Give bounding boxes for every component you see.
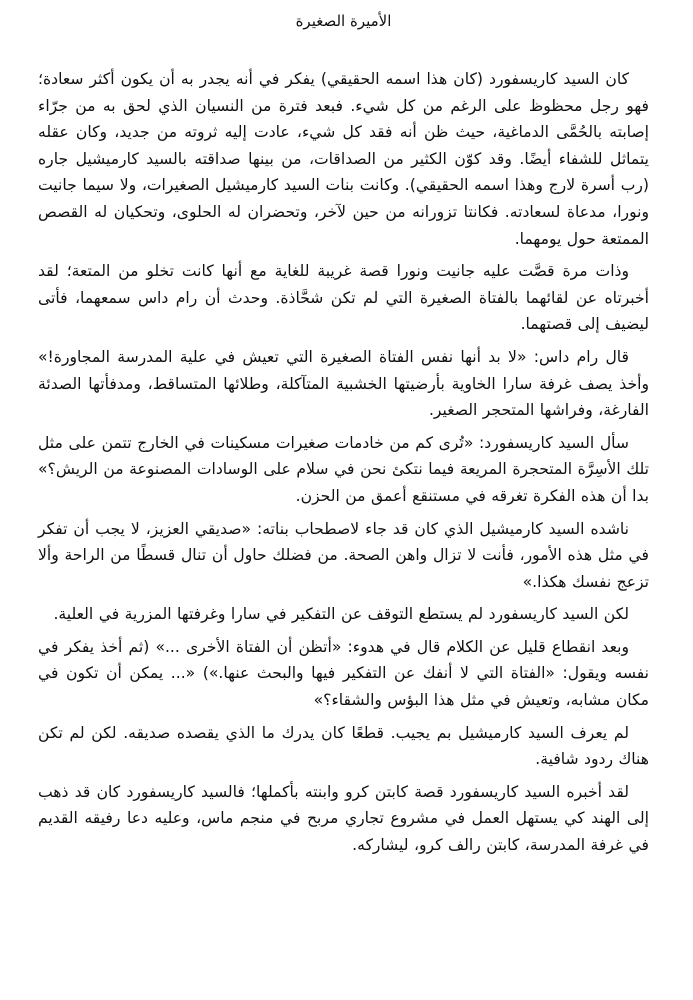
paragraph-1: كان السيد كاريسفورد (كان هذا اسمه الحقيقي) يفكر في أنه يجدر به أن يكون أكثر سعادة؛ فهو رجل محظوظ على الرغم من كل شيء. فبعد فترة من النسيان الذي لحق به من جرّاء إصابته بالحُمَّى الدماغية، حيث ظن أنه فقد كل شيء، عادت إليه ثروته من جديد، وكان عقله يتماثل للشفاء أيضًا. وقد كوّن الكثير من الصداقات، من بينها صداقته بالسيد كارميشيل جاره (رب أسرة لارج وهذا اسمه الحقيقي). وكانت بنات السيد كارميشيل الصغيرات، ولا سيما جانيت ونورا، مدعاة لسعادته. فكانتا تزورانه من حين لآخر، وتحضران له الحلوى، وتحكيان له القصص الممتعة حول يومهما. <box>38 70 649 248</box>
paragraph-2: وذات مرة قصَّت عليه جانيت ونورا قصة غريبة للغاية مع أنها كانت تخلو من المتعة؛ لقد أخبرتاه عن لقائهما بالفتاة الصغيرة التي لم تكن شحَّاذة. وحدث أن رام داس سمعهما، فأتى ليضيف إلى قصتهما. <box>38 262 649 334</box>
paragraph-8: لم يعرف السيد كارميشيل بم يجيب. قطعًا كان يدرك ما الذي يقصده صديقه. لكن لم تكن هناك ردود شافية. <box>38 723 649 769</box>
paragraph-7: وبعد انقطاع قليل عن الكلام قال في هدوء: «أتظن أن الفتاة الأخرى ...» (ثم أخذ يفكر في نفسه ويقول: «الفتاة التي لا أنفك عن التفكير فيها والبحث عنها.») «... يمكن أن تكون في مكان مشابه، وتعيش في مثل هذا البؤس والشقاء؟» <box>38 637 649 710</box>
running-title: الأميرة الصغيرة <box>295 12 392 30</box>
paragraph-3: قال رام داس: «لا بد أنها نفس الفتاة الصغيرة التي تعيش في علية المدرسة المجاورة!» وأخذ يصف غرفة سارا الخاوية بأرضيتها الخشبية المتآكلة، وطلائها المتساقط، ومدفأتها الصدئة الفارغة، وفراشها المتحجر الصغير. <box>38 347 649 420</box>
paragraph-5: ناشده السيد كارميشيل الذي كان قد جاء لاصطحاب بناته: «صديقي العزيز، لا يجب أن تفكر في مثل هذه الأمور، فأنت لا تزال واهن الصحة. من فضلك حاول أن تنال قسطًا من الراحة وألا تزعج نفسك هكذا.» <box>38 519 649 591</box>
paragraph-6: لكن السيد كاريسفورد لم يستطع التوقف عن التفكير في سارا وغرفتها المزرية في العلية. <box>53 605 629 624</box>
body-text <box>38 66 649 859</box>
paragraph-4: سأل السيد كاريسفورد: «تُرى كم من خادمات صغيرات مسكينات في الخارج تتمن على مثل تلك الأسِرَّة المتحجرة المريعة فيما نتكئ نحن في سلام على الوسادات المصنوعة من الريش؟» بدا أن هذه الفكرة تغرقه في مستنقع أعمق من الحزن. <box>38 433 649 505</box>
paragraph-9: لقد أخبره السيد كاريسفورد قصة كابتن كرو وابنته بأكملها؛ فالسيد كاريسفورد كان قد ذهب إلى الهند كي يستهل العمل في مشروع تجاري مربح في منجم ماس، وعليه دعا رفيقه القديم في غرفة المدرسة، كابتن رالف كرو، ليشاركه. <box>38 782 649 855</box>
